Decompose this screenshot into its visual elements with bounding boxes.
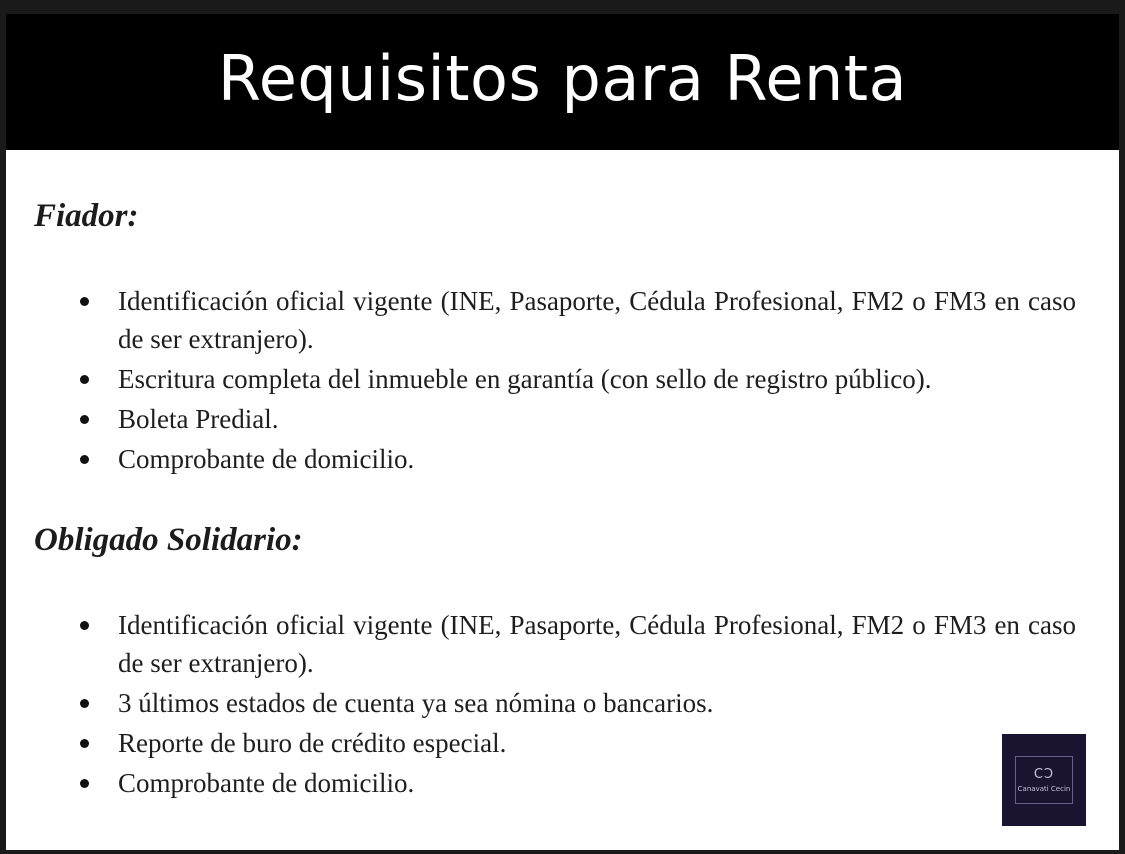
bullet-icon [80, 415, 89, 424]
bullet-icon [80, 699, 89, 708]
list-item: 3 últimos estados de cuenta ya sea nómina o bancarios. [76, 684, 1076, 722]
list-item: Identificación oficial vigente (INE, Pasaporte, Cédula Profesional, FM2 o FM3 en caso de ser extranjero). [76, 606, 1076, 682]
page-title: Requisitos para Renta [217, 41, 908, 115]
bullet-icon [80, 739, 89, 748]
obligado-solidario-requirements-list [76, 606, 1076, 804]
list-item: Boleta Predial. [76, 400, 1076, 438]
company-logo [1002, 734, 1086, 826]
list-item: Escritura completa del inmueble en garantía (con sello de registro público). [76, 360, 1076, 398]
bullet-icon [80, 297, 89, 306]
section-heading-fiador: Fiador: [34, 198, 139, 234]
logo-mark: CↃ [1033, 767, 1055, 782]
list-item: Identificación oficial vigente (INE, Pasaporte, Cédula Profesional, FM2 o FM3 en caso de ser extranjero). [76, 282, 1076, 358]
list-item: Reporte de buro de crédito especial. [76, 724, 1076, 762]
title-bar [6, 14, 1119, 150]
list-item: Comprobante de domicilio. [76, 440, 1076, 478]
bullet-icon [80, 779, 89, 788]
logo-name: Canavati Cecin [1017, 785, 1071, 793]
fiador-requirements-list [76, 282, 1076, 480]
bullet-icon [80, 455, 89, 464]
bullet-icon [80, 621, 89, 630]
logo-frame [1015, 756, 1073, 804]
section-heading-obligado-solidario: Obligado Solidario: [34, 522, 303, 558]
bullet-icon [80, 375, 89, 384]
list-item: Comprobante de domicilio. [76, 764, 1076, 802]
slide [6, 14, 1119, 850]
